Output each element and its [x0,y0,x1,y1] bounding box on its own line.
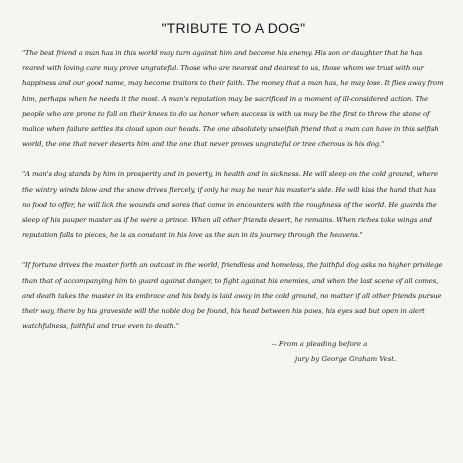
attribution-line-1: -- From a pleading before a [272,340,368,349]
attribution [22,337,445,367]
paragraph-3: "If fortune drives the master forth an outcast in the world, friendless and homeless, the faithful dog asks no higher privilege than that of accompanying him to guard against danger, to fight against his enemies, and when the last scene of all comes, and death takes the master in its embrace and his body is laid away in the cold ground, no matter if all other friends pursue their way, there by his graveside will the noble dog be found, his head between his paws, his eyes sad but open in alert watchfulness, faithful and true even to death." [22,261,443,331]
attribution-line-2: jury by George Graham Vest. [295,355,397,364]
page-title: "TRIBUTE TO A DOG" [161,20,306,36]
paragraph-1: "The best friend a man has in this world may turn against him and become his enemy. His son or daughter that he has reared with loving care may prove ungrateful. Those who are nearest and dearest to us, those whom we trust with our happiness and our good name, may become traitors to their faith. The money that a man has, he may lose. It flies away from him, perhaps when he needs it the most. A man's reputation may be sacrificed in a moment of ill-considered action. The people who are prone to fall on their knees to do us honor when success is with us may be the first to throw the stone of malice when failure settles its cloud upon our heads. The one absolutely unselfish friend that a man can have in this selfish world, the one that never deserts him and the one that never proves ungrateful or tree cherous is his dog." [22,49,444,149]
paragraph-2: "A man's dog stands by him in prosperity and in poverty, in health and in sickness. He will sleep on the cold ground, where the wintry winds blow and the snow drives fiercely, if only he may be near his master's side. He will kiss the hand that has no food to offer, he will lick the wounds and sores that come in encounters with the roughness of the world. He guards the sleep of his pauper master as if he were a prince. When all other friends desert, he remains. When riches take wings and reputation falls to pieces, he is as constant in his love as the sun in its journey through the heavens." [22,170,438,240]
